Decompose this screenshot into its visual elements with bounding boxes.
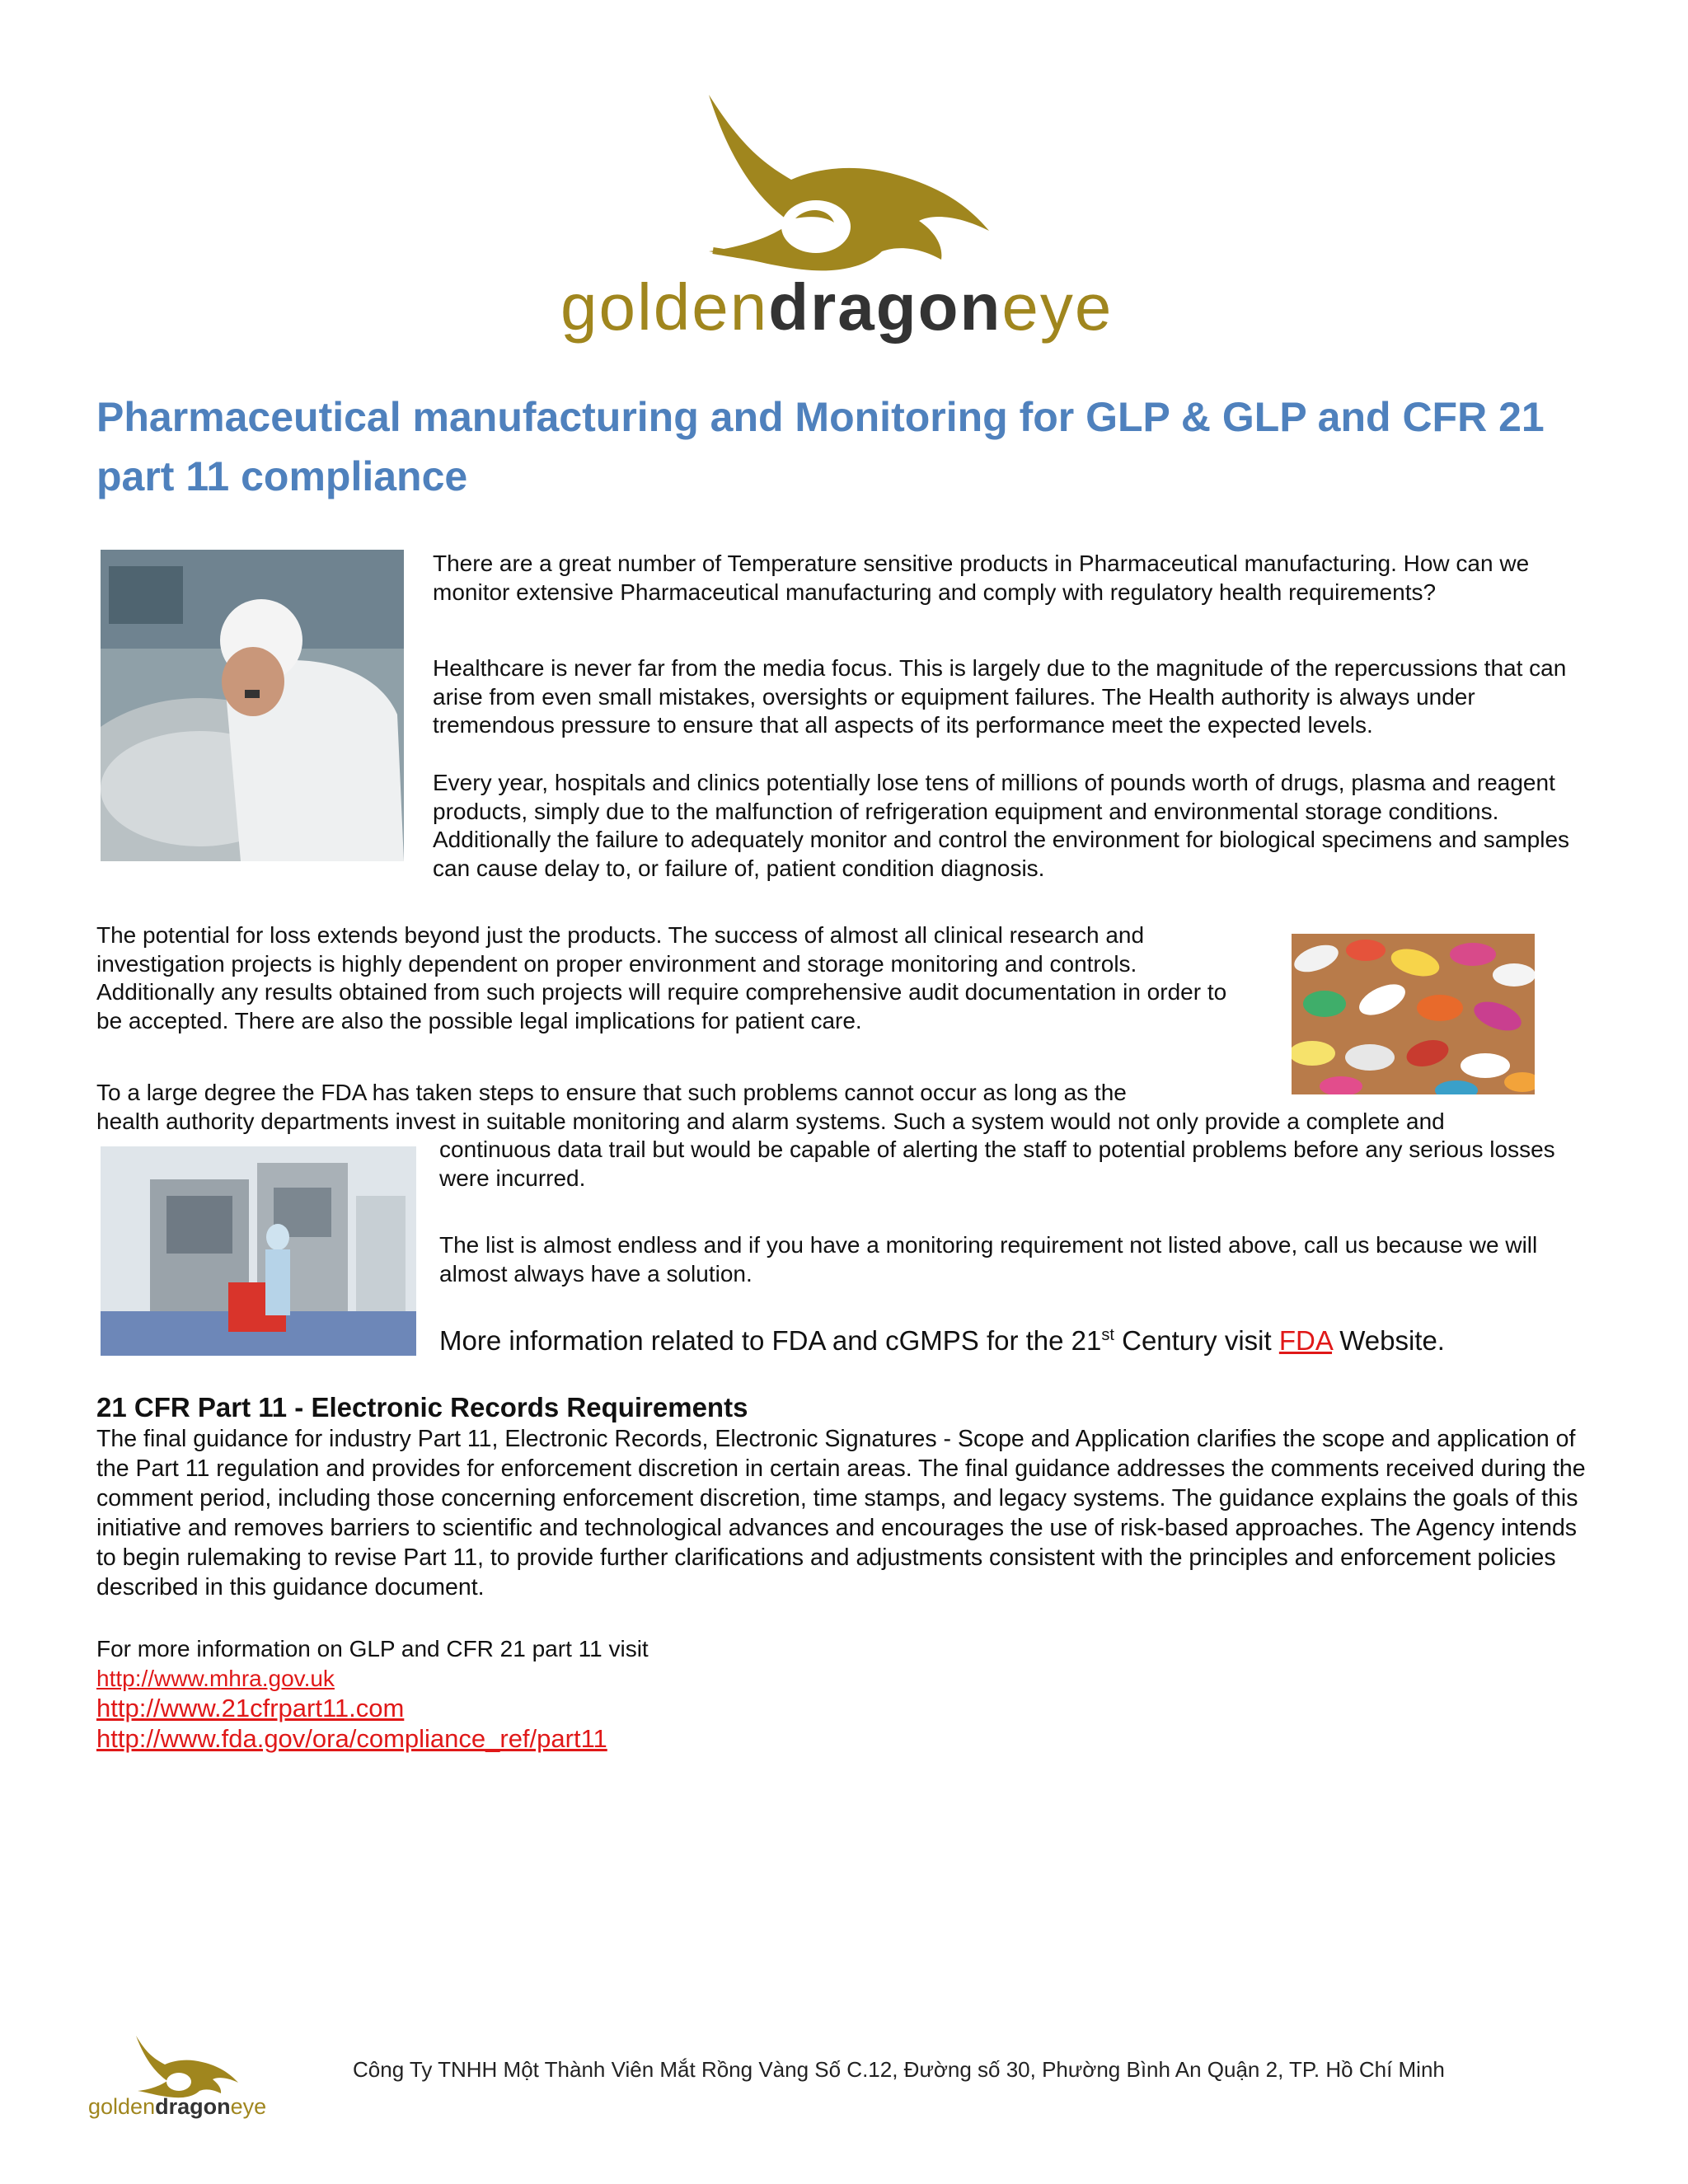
cleanroom-photo	[101, 1146, 416, 1356]
fda-info-suffix: Website.	[1332, 1325, 1445, 1356]
logo-word-dragon: dragon	[768, 270, 1002, 344]
footer-logo-word-golden: golden	[88, 2094, 156, 2119]
footer-logo	[87, 2032, 301, 2122]
fda-paragraph-line1: To a large degree the FDA has taken steps to ensure that such problems cannot occur as long as the	[96, 1080, 1127, 1105]
fda-info-prefix: More information related to FDA and cGMPS for the 21	[439, 1325, 1102, 1356]
pills-photo	[1292, 934, 1535, 1094]
intro-paragraph: There are a great number of Temperature sensitive products in Pharmaceutical manufacturing. How can we monitor extensive Pharmaceutical manufacturing and comply with regulatory health requirements?	[433, 551, 1530, 605]
fda-paragraph-line2: health authority departments invest in suitable monitoring and alarm systems. Such a system would not only provide a complete and	[96, 1108, 1445, 1134]
fda-info-superscript: st	[1101, 1326, 1114, 1344]
fda-info-middle: Century visit	[1114, 1325, 1279, 1356]
footer-logo-word-dragon: dragon	[155, 2094, 231, 2119]
cfr-heading: 21 CFR Part 11 - Electronic Records Requirements	[96, 1392, 748, 1422]
hospitals-paragraph: Every year, hospitals and clinics potentially lose tens of millions of pounds worth of drugs, plasma and reagent products, simply due to the malfunction of refrigeration equipment and environmental storage conditions. Additionally the failure to adequately monitor and control the environment for biological specimens and samples can cause delay to, or failure of, patient condition diagnosis.	[433, 770, 1570, 881]
page-title: Pharmaceutical manufacturing and Monitoring for GLP & GLP and CFR 21 part 11 compliance	[96, 394, 1545, 499]
footer-address: Công Ty TNHH Một Thành Viên Mắt Rồng Vàng Số C.12, Đường số 30, Phường Bình An Quận 2, TP. Hồ Chí Minh	[353, 2057, 1445, 2082]
healthcare-paragraph: Healthcare is never far from the media focus. This is largely due to the magnitude of the repercussions that can arise from even small mistakes, oversights or equipment failures. The Health authority is always under tremendous pressure to ensure that all aspects of its performance meet the expected levels.	[433, 655, 1567, 738]
fda-info-line	[439, 1324, 1445, 1357]
svg-text:goldendragoneye	[88, 2094, 266, 2119]
link-mhra[interactable]: http://www.mhra.gov.uk	[96, 1666, 335, 1691]
link-fda-part11[interactable]: http://www.fda.gov/ora/compliance_ref/part11	[96, 1724, 607, 1753]
fda-paragraph-continued: continuous data trail but would be capable of alerting the staff to potential problems before any serious losses were incurred.	[439, 1137, 1555, 1191]
fda-website-link[interactable]: FDA	[1278, 1325, 1333, 1356]
endless-list-paragraph: The list is almost endless and if you have a monitoring requirement not listed above, call us because we will almost always have a solution.	[439, 1232, 1538, 1286]
more-info-block	[96, 1634, 1085, 1755]
svg-text:goldendragoneye	[560, 270, 1113, 344]
more-info-intro: For more information on GLP and CFR 21 part 11 visit	[96, 1636, 649, 1661]
dragon-eye-emblem	[544, 82, 1170, 346]
footer-dragon-eye-emblem	[87, 2032, 301, 2122]
company-logo	[544, 82, 1170, 346]
logo-word-golden: golden	[560, 270, 769, 344]
loss-paragraph: The potential for loss extends beyond just the products. The success of almost all clinical research and investigation projects is highly dependent on proper environment and storage monitoring and controls. Additionally any results obtained from such projects will require comprehensive audit documentation in order to be accepted. There are also the possible legal implications for patient care.	[96, 922, 1227, 1033]
link-21cfrpart11[interactable]: http://www.21cfrpart11.com	[96, 1694, 405, 1722]
logo-word-eye: eye	[1001, 270, 1114, 344]
cfr-body: The final guidance for industry Part 11, Electronic Records, Electronic Signatures - Scope and Application clarifies the scope and application of the Part 11 regulation and provides for enforcement discretion in certain areas. The final guidance addresses the comments received during the comment period, including those concerning enforcement discretion, time stamps, and legacy systems. The guidance explains the goals of this initiative and removes barriers to scientific and technological advances and encourages the use of risk-based approaches. The Agency intends to begin rulemaking to revise Part 11, to provide further clarifications and adjustments consistent with the principles and enforcement policies described in this guidance document.	[96, 1426, 1586, 1601]
footer-logo-word-eye: eye	[230, 2094, 267, 2119]
scientist-photo	[101, 550, 404, 861]
